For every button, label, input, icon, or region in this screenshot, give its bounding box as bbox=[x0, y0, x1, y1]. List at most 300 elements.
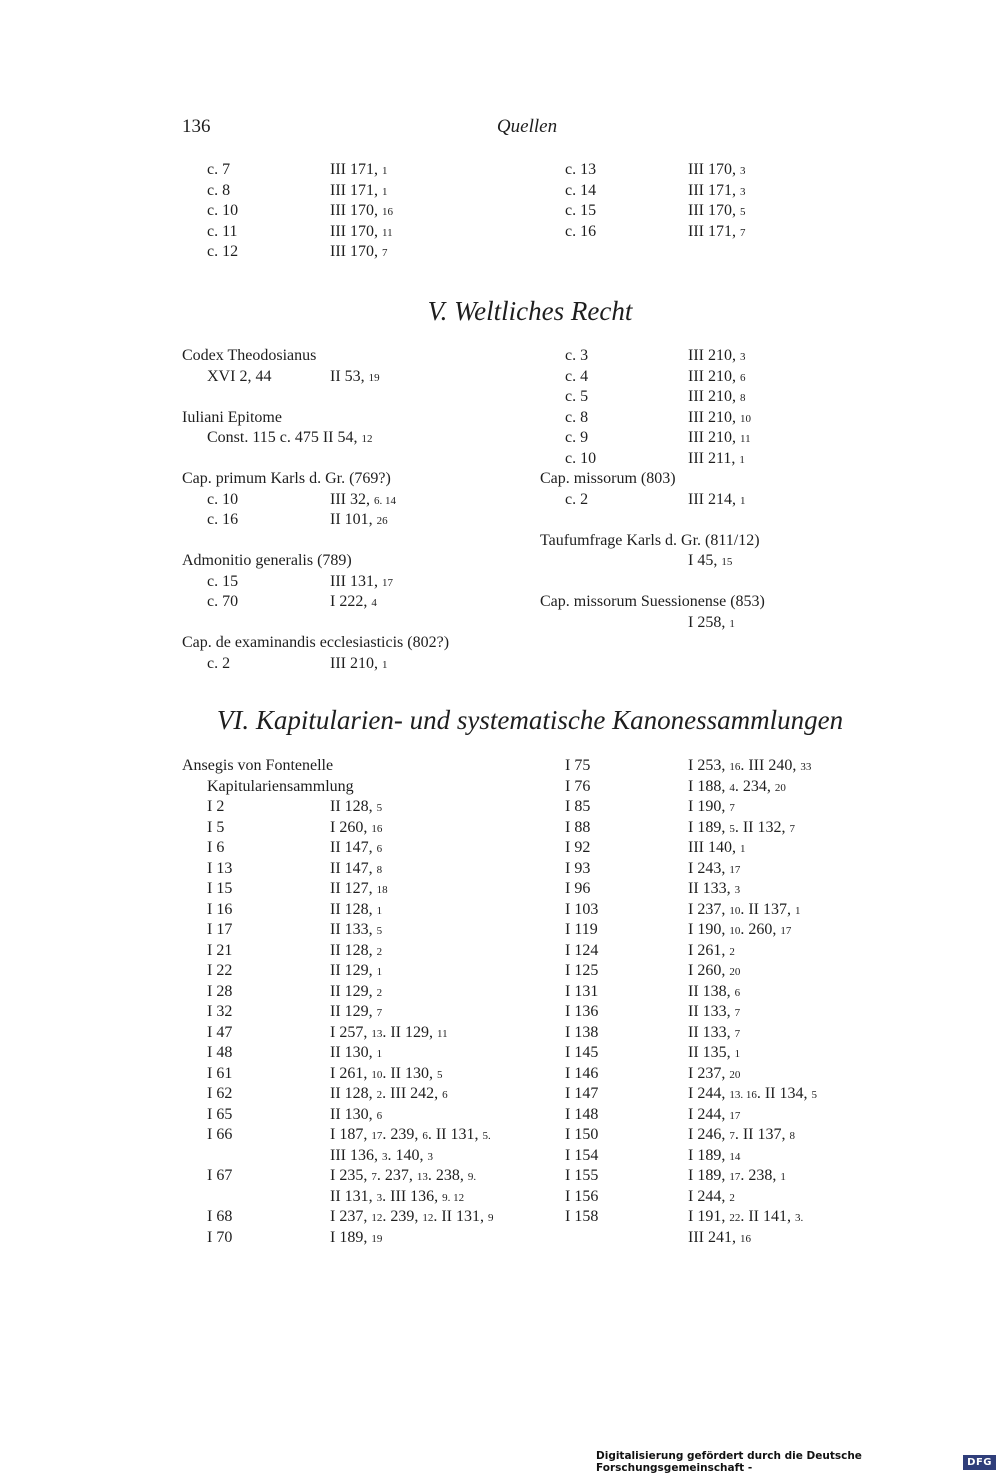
entry-label: I 92 bbox=[565, 839, 591, 856]
reference-line: 5 bbox=[376, 925, 383, 937]
spacer bbox=[182, 531, 527, 552]
reference-line: 20 bbox=[729, 1068, 741, 1081]
reference-line: 9 bbox=[487, 1212, 494, 1224]
entry-label: I 21 bbox=[207, 941, 233, 959]
reference-text bbox=[330, 510, 388, 532]
reference-page: I 187, bbox=[330, 1126, 372, 1143]
reference-text bbox=[688, 1002, 740, 1024]
reference-line: 33 bbox=[800, 761, 812, 773]
index-entry bbox=[540, 982, 880, 1003]
reference-separator: . bbox=[433, 1208, 438, 1225]
entry-label: I 28 bbox=[207, 982, 233, 1000]
reference-page: I 258, bbox=[688, 613, 730, 631]
reference-page: III 210, bbox=[330, 654, 382, 672]
reference-line: 7 bbox=[734, 1007, 741, 1019]
reference-text bbox=[688, 613, 735, 635]
entry-title-text: Cap. primum Karls d. Gr. (769?) bbox=[182, 470, 391, 487]
reference-page: III 210, bbox=[688, 347, 740, 364]
reference-line: 3 bbox=[427, 1150, 433, 1163]
reference-text bbox=[688, 1084, 817, 1106]
reference-line: 7 bbox=[729, 802, 735, 814]
reference-page: II 135, bbox=[688, 1044, 735, 1061]
reference-separator: . bbox=[740, 921, 745, 938]
reference-separator: . bbox=[427, 1126, 432, 1143]
reference-page: II 130, bbox=[330, 1044, 377, 1061]
reference-page: III 170, bbox=[688, 202, 740, 219]
reference-text bbox=[330, 900, 382, 922]
entry-label: c. 11 bbox=[207, 222, 238, 240]
index-entry bbox=[182, 1166, 527, 1187]
index-entry bbox=[540, 900, 880, 921]
entry-label: I 17 bbox=[207, 921, 233, 938]
entry-label: I 93 bbox=[565, 859, 591, 877]
reference-text bbox=[688, 1023, 740, 1045]
index-entry bbox=[182, 879, 527, 900]
index-entry bbox=[182, 1002, 527, 1023]
reference-separator: . bbox=[376, 1167, 381, 1184]
reference-text bbox=[688, 1228, 751, 1250]
index-entry bbox=[182, 1023, 527, 1044]
entry-label: c. 8 bbox=[207, 181, 231, 199]
reference-page: I 237, bbox=[688, 900, 730, 918]
reference-text bbox=[330, 982, 382, 1004]
reference-line: 7 bbox=[376, 1007, 383, 1019]
reference-page: II 141, bbox=[744, 1208, 795, 1225]
reference-page: II 130, bbox=[386, 1064, 437, 1082]
reference-line: 2 bbox=[376, 1089, 383, 1101]
reference-separator: . bbox=[382, 1023, 387, 1041]
running-head: Quellen bbox=[496, 116, 558, 137]
reference-line: 13 bbox=[416, 1171, 428, 1183]
reference-line: 5 bbox=[436, 1068, 443, 1081]
reference-line: 17 bbox=[729, 863, 741, 876]
section5-right-column bbox=[540, 346, 880, 633]
reference-line: 7 bbox=[734, 1027, 741, 1040]
reference-page: I 257, bbox=[330, 1023, 372, 1041]
reference-page: III 214, bbox=[688, 490, 740, 508]
index-entry bbox=[182, 222, 522, 243]
reference-text bbox=[688, 1146, 740, 1168]
index-entry bbox=[540, 1228, 880, 1249]
reference-separator: . bbox=[382, 1085, 387, 1102]
reference-page: II 137, bbox=[744, 900, 795, 918]
reference-page: II 53, bbox=[330, 367, 369, 385]
index-entry bbox=[540, 777, 880, 798]
entry-title-text: Taufumfrage Karls d. Gr. (811/12) bbox=[540, 531, 760, 549]
reference-line: 7 bbox=[371, 1171, 377, 1183]
reference-page: I 261, bbox=[688, 941, 730, 959]
entry-label: I 119 bbox=[565, 921, 598, 938]
reference-line: 10 bbox=[371, 1068, 383, 1081]
reference-line: 1 bbox=[739, 453, 745, 466]
section6-right-column bbox=[540, 756, 880, 1248]
entry-label: c. 14 bbox=[565, 181, 597, 199]
reference-text bbox=[330, 838, 382, 860]
reference-page: II 133, bbox=[688, 880, 735, 897]
entry-label: I 131 bbox=[565, 982, 599, 1000]
reference-line: 5. bbox=[482, 1130, 491, 1142]
reference-page: II 128, bbox=[330, 900, 377, 918]
index-entry bbox=[540, 346, 880, 367]
entry-title bbox=[182, 756, 527, 777]
index-entry bbox=[182, 1146, 527, 1167]
index-entry bbox=[540, 1105, 880, 1126]
reference-text bbox=[688, 982, 740, 1004]
entry-label: c. 2 bbox=[207, 654, 231, 672]
reference-line: 1 bbox=[376, 966, 383, 978]
entry-label: I 156 bbox=[565, 1187, 599, 1205]
reference-line: 19 bbox=[371, 1232, 383, 1245]
entry-label: I 103 bbox=[565, 900, 599, 918]
entry-title bbox=[182, 551, 527, 572]
reference-line: 6 bbox=[376, 843, 383, 855]
reference-page: II 129, bbox=[330, 982, 377, 1000]
reference-text bbox=[330, 1228, 382, 1250]
reference-text bbox=[688, 1064, 740, 1086]
index-entry bbox=[182, 961, 527, 982]
spacer bbox=[540, 510, 880, 531]
reference-line: 11 bbox=[436, 1027, 448, 1040]
reference-text bbox=[688, 367, 745, 389]
reference-line: 4 bbox=[371, 597, 377, 609]
reference-page: II 128, bbox=[330, 798, 377, 815]
reference-separator: . bbox=[734, 777, 739, 795]
reference-line: 18 bbox=[376, 884, 388, 896]
reference-text bbox=[688, 181, 745, 203]
reference-text bbox=[330, 242, 387, 264]
reference-text bbox=[330, 1146, 433, 1168]
index-entry bbox=[540, 1125, 880, 1146]
reference-page: I 191, bbox=[688, 1208, 730, 1225]
reference-text bbox=[330, 961, 382, 983]
reference-text bbox=[688, 222, 745, 244]
section5-left-column bbox=[182, 346, 527, 674]
reference-line: 2 bbox=[729, 1191, 735, 1204]
reference-line: 6 bbox=[376, 1109, 383, 1122]
reference-line: 1 bbox=[794, 904, 801, 917]
reference-text bbox=[688, 920, 791, 942]
entry-label: c. 15 bbox=[207, 572, 239, 590]
reference-line: 2 bbox=[376, 945, 383, 958]
entry-label: I 96 bbox=[565, 880, 591, 897]
index-entry bbox=[182, 818, 527, 839]
reference-line: 7 bbox=[789, 822, 795, 835]
reference-line: 1 bbox=[734, 1048, 741, 1060]
index-entry bbox=[540, 201, 880, 222]
reference-page: III 170, bbox=[330, 202, 382, 219]
reference-text bbox=[330, 367, 380, 389]
reference-text bbox=[688, 859, 740, 881]
reference-line: 10 bbox=[729, 925, 741, 937]
reference-line: 1 bbox=[780, 1171, 786, 1183]
reference-page: II 101, bbox=[330, 511, 377, 528]
reference-text bbox=[688, 428, 751, 450]
entry-label: I 15 bbox=[207, 880, 233, 897]
index-entry bbox=[182, 592, 527, 613]
entry-label: I 154 bbox=[565, 1146, 599, 1164]
reference-line: 5 bbox=[729, 822, 735, 835]
reference-text bbox=[688, 201, 745, 223]
entry-label: I 85 bbox=[565, 798, 591, 815]
entry-title bbox=[540, 531, 880, 552]
reference-page: III 170, bbox=[688, 161, 740, 178]
entry-title-text: Ansegis von Fontenelle bbox=[182, 757, 334, 774]
entry-label: c. 8 bbox=[565, 408, 589, 426]
index-entry bbox=[182, 941, 527, 962]
reference-line: 1 bbox=[739, 494, 746, 507]
index-entry bbox=[182, 982, 527, 1003]
reference-line: 6 bbox=[734, 986, 741, 999]
index-entry bbox=[182, 428, 527, 449]
index-entry bbox=[182, 797, 527, 818]
reference-separator: . bbox=[427, 1167, 432, 1184]
reference-separator: . bbox=[734, 818, 739, 836]
reference-page: I 45, bbox=[688, 552, 722, 569]
reference-page: II 131, bbox=[330, 1187, 377, 1205]
index-entry bbox=[540, 1166, 880, 1187]
entry-label: c. 13 bbox=[565, 161, 597, 178]
entry-title bbox=[540, 592, 880, 613]
index-entry bbox=[182, 572, 527, 593]
index-entry bbox=[540, 1023, 880, 1044]
reference-line: 3 bbox=[734, 884, 741, 896]
reference-separator: . bbox=[740, 1208, 745, 1225]
entry-title bbox=[540, 469, 880, 490]
index-entry bbox=[540, 408, 880, 429]
reference-page: I 260, bbox=[330, 818, 372, 836]
entry-label: I 67 bbox=[207, 1167, 233, 1184]
reference-text bbox=[688, 1166, 786, 1188]
reference-page: II 129, bbox=[330, 962, 377, 979]
index-entry bbox=[540, 941, 880, 962]
index-entry bbox=[182, 367, 527, 388]
entry-label: I 155 bbox=[565, 1167, 599, 1184]
index-entry bbox=[182, 900, 527, 921]
reference-page: III 131, bbox=[330, 572, 382, 590]
entry-title bbox=[182, 408, 527, 429]
reference-line: 17 bbox=[381, 576, 393, 589]
footer-text: Digitalisierung gefördert durch die Deutsche Forschungsgemeinschaft - bbox=[596, 1450, 862, 1474]
entry-label: I 136 bbox=[565, 1003, 599, 1020]
reference-page: I 189, bbox=[688, 818, 730, 836]
reference-text bbox=[330, 859, 382, 881]
reference-line: 16 bbox=[729, 761, 741, 773]
reference-line: 1 bbox=[376, 1048, 383, 1060]
reference-page: II 133, bbox=[330, 921, 377, 938]
reference-text bbox=[688, 346, 745, 368]
reference-page: II 128, bbox=[330, 941, 377, 959]
reference-page: III 210, bbox=[688, 388, 740, 405]
index-entry bbox=[540, 160, 880, 181]
index-entry bbox=[182, 1187, 527, 1208]
reference-line: 1 bbox=[381, 165, 388, 177]
reference-line: 10 bbox=[729, 904, 741, 917]
reference-text bbox=[688, 900, 800, 922]
reference-page: II 131, bbox=[437, 1208, 488, 1225]
entry-label: c. 16 bbox=[565, 222, 597, 240]
reference-page: III 241, bbox=[688, 1228, 740, 1246]
reference-page: I 244, bbox=[688, 1105, 730, 1123]
index-entry bbox=[182, 838, 527, 859]
index-entry bbox=[182, 1228, 527, 1249]
reference-text bbox=[330, 490, 396, 512]
reference-line: 11 bbox=[381, 226, 393, 239]
reference-page: II 134, bbox=[760, 1085, 812, 1102]
entry-title bbox=[182, 633, 527, 654]
index-entry bbox=[540, 1064, 880, 1085]
reference-line: 5 bbox=[376, 802, 383, 814]
index-entry bbox=[540, 879, 880, 900]
reference-page: II 127, bbox=[330, 880, 377, 897]
reference-line: 20 bbox=[729, 966, 741, 978]
reference-text bbox=[688, 818, 795, 840]
reference-page: III 210, bbox=[688, 367, 740, 385]
reference-page: 234, bbox=[738, 777, 775, 795]
reference-page: I 235, bbox=[330, 1167, 372, 1184]
reference-page: I 237, bbox=[688, 1064, 730, 1082]
reference-line: 9. 12 bbox=[442, 1191, 465, 1204]
reference-text bbox=[688, 879, 740, 901]
entry-label: I 88 bbox=[565, 818, 591, 836]
spacer bbox=[182, 613, 527, 634]
entry-label: I 76 bbox=[565, 777, 591, 795]
reference-text bbox=[330, 201, 393, 223]
reference-page: III 171, bbox=[330, 161, 382, 178]
reference-page: III 240, bbox=[744, 757, 801, 774]
index-entry bbox=[182, 1207, 527, 1228]
index-entry bbox=[540, 818, 880, 839]
reference-separator: . bbox=[734, 1126, 739, 1143]
reference-text bbox=[688, 551, 732, 573]
reference-text bbox=[688, 797, 735, 819]
index-entry bbox=[182, 490, 527, 511]
reference-line: 2 bbox=[729, 945, 735, 958]
reference-line: 3 bbox=[381, 1150, 388, 1163]
reference-page: II 133, bbox=[688, 1023, 735, 1041]
reference-page: II 129, bbox=[330, 1003, 377, 1020]
index-entry bbox=[182, 1064, 527, 1085]
reference-page: III 171, bbox=[688, 222, 740, 240]
reference-page: II 133, bbox=[688, 1003, 735, 1020]
entry-title bbox=[182, 777, 527, 798]
index-entry bbox=[540, 920, 880, 941]
reference-page: 238, bbox=[431, 1167, 468, 1184]
reference-text bbox=[688, 777, 786, 799]
entry-title bbox=[182, 469, 527, 490]
reference-text bbox=[688, 408, 751, 430]
index-entry bbox=[182, 1043, 527, 1064]
reference-line: 17 bbox=[780, 925, 792, 937]
reference-text bbox=[330, 879, 388, 901]
reference-page: 260, bbox=[744, 921, 781, 938]
entry-title-text: Iuliani Epitome bbox=[182, 408, 282, 426]
index-entry bbox=[182, 201, 522, 222]
reference-page: 237, bbox=[380, 1167, 417, 1184]
reference-text bbox=[330, 654, 387, 676]
reference-line: 5 bbox=[739, 206, 746, 218]
entry-label: c. 10 bbox=[565, 449, 597, 467]
entry-label: I 158 bbox=[565, 1208, 599, 1225]
reference-page: II 131, bbox=[431, 1126, 483, 1143]
reference-line: 12 bbox=[422, 1212, 434, 1224]
index-entry bbox=[182, 181, 522, 202]
reference-text bbox=[330, 572, 393, 594]
index-entry bbox=[540, 1207, 880, 1228]
reference-page: III 210, bbox=[688, 429, 740, 446]
index-entry bbox=[182, 920, 527, 941]
reference-line: 3 bbox=[739, 185, 746, 198]
reference-text bbox=[330, 1023, 448, 1045]
reference-text bbox=[688, 1187, 735, 1209]
reference-separator: . bbox=[740, 1167, 745, 1184]
reference-text bbox=[330, 592, 377, 614]
reference-line: 1 bbox=[381, 658, 388, 671]
entry-label: I 22 bbox=[207, 962, 233, 979]
reference-page: III 32, bbox=[330, 490, 374, 508]
reference-text bbox=[688, 387, 745, 409]
reference-page: I 189, bbox=[688, 1167, 730, 1184]
entry-label: I 125 bbox=[565, 962, 599, 979]
reference-text bbox=[330, 1207, 493, 1229]
reference-text bbox=[688, 449, 745, 471]
entry-label: I 146 bbox=[565, 1064, 599, 1082]
index-entry bbox=[540, 961, 880, 982]
reference-line: 8 bbox=[376, 863, 383, 876]
reference-text bbox=[688, 1043, 740, 1065]
index-entry bbox=[540, 838, 880, 859]
entry-subtitle-text: Kapitulariensammlung bbox=[207, 777, 354, 795]
reference-page: I 188, bbox=[688, 777, 730, 795]
index-entry bbox=[182, 1105, 527, 1126]
reference-text bbox=[330, 222, 393, 244]
reference-line: 8 bbox=[739, 392, 746, 404]
entry-label: I 124 bbox=[565, 941, 599, 959]
entry-label: c. 10 bbox=[207, 490, 239, 508]
reference-line: 3 bbox=[376, 1191, 383, 1204]
spacer bbox=[182, 449, 527, 470]
reference-line: 6 bbox=[422, 1130, 428, 1142]
reference-page: III 171, bbox=[330, 181, 382, 199]
entry-title-text: Codex Theodosianus bbox=[182, 347, 317, 364]
entry-label: I 16 bbox=[207, 900, 233, 918]
reference-line: 13. 16 bbox=[729, 1089, 757, 1101]
entry-label: c. 10 bbox=[207, 202, 239, 219]
reference-line: 1 bbox=[376, 904, 383, 917]
entry-label: I 138 bbox=[565, 1023, 599, 1041]
reference-page: I 253, bbox=[688, 757, 730, 774]
reference-page: I 237, bbox=[330, 1208, 372, 1225]
reference-page: 239, bbox=[386, 1126, 423, 1143]
reference-text bbox=[688, 1125, 795, 1147]
reference-line: 3 bbox=[739, 165, 746, 177]
dfg-logo: DFG bbox=[963, 1455, 996, 1470]
index-entry bbox=[182, 510, 527, 531]
reference-line: 12 bbox=[361, 433, 373, 445]
reference-line: 20 bbox=[774, 781, 786, 794]
entry-label: c. 16 bbox=[207, 511, 239, 528]
entry-label: I 62 bbox=[207, 1085, 233, 1102]
reference-line: 26 bbox=[376, 515, 388, 527]
reference-line: 3. bbox=[794, 1212, 804, 1224]
entry-inline-text: Const. 115 c. 475 II 54, 12 bbox=[207, 429, 373, 446]
index-entry bbox=[182, 1125, 527, 1146]
spacer bbox=[540, 572, 880, 593]
spacer bbox=[182, 387, 527, 408]
top-list-left bbox=[182, 160, 522, 263]
entry-label: I 32 bbox=[207, 1003, 233, 1020]
reference-text bbox=[330, 1084, 448, 1106]
index-entry bbox=[540, 449, 880, 470]
